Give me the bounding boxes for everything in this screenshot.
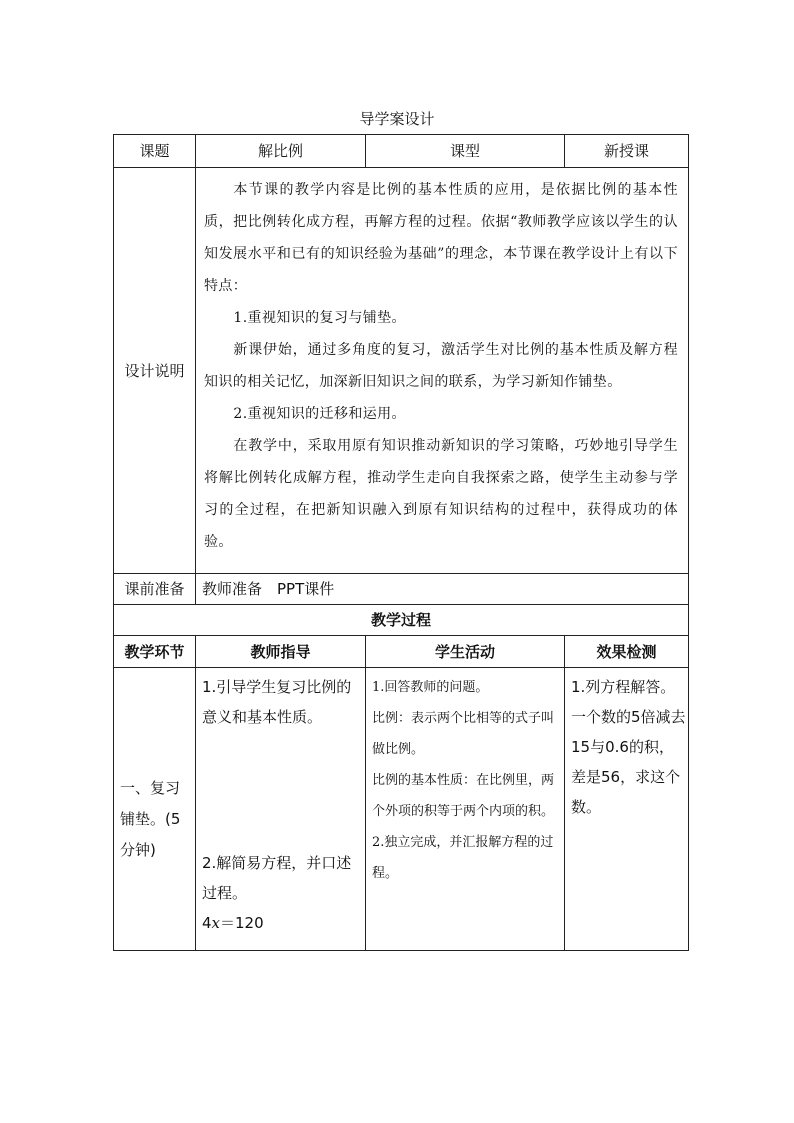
design-paragraph: 本节课的教学内容是比例的基本性质的应用，是依据比例的基本性质，把比例转化成方程，再解方程的过程。依据“教师教学应该以学生的认知发展水平和已有的知识经验为基础”的理念，本节课在教学设计上有以下特点： (204, 182, 678, 294)
subject-label: 课题 (114, 135, 196, 168)
equation-variable: x (211, 914, 221, 932)
design-label: 设计说明 (114, 168, 196, 574)
type-label: 课型 (366, 135, 565, 168)
design-row (114, 168, 689, 574)
process-title: 教学过程 (114, 605, 689, 636)
column-header: 学生活动 (366, 636, 565, 668)
student-step-1: 1.回答教师的问题。 (372, 680, 489, 695)
student-activity-cell (366, 668, 565, 951)
equation-coefficient: 4 (202, 914, 212, 932)
column-header-row (114, 636, 689, 668)
effect-check-cell: 1.列方程解答。一个数的5倍减去15与0.6的积，差是56，求这个数。 (565, 668, 689, 951)
equation-rest: ＝120 (220, 914, 264, 932)
design-paragraph: 在教学中，采取用原有知识推动新知识的学习策略，巧妙地引导学生将解比例转化成解方程，推动学生走向自我探索之路，使学生主动参与学习的全过程，在把新知识融入到原有知识结构的过程中，获得成功的体验。 (204, 438, 678, 550)
design-paragraph: 新课伊始，通过多角度的复习，激活学生对比例的基本性质及解方程知识的相关记忆，加深新旧知识之间的联系，为学习新知作铺垫。 (204, 342, 678, 390)
column-header: 效果检测 (565, 636, 689, 668)
prep-label: 课前准备 (114, 574, 196, 605)
student-step-4: 2.独立完成，并汇报解方程的过程。 (372, 835, 554, 881)
design-paragraph: 1.重视知识的复习与铺垫。 (233, 310, 406, 326)
equation (202, 908, 359, 938)
teacher-step-2: 2.解简易方程，并口述过程。 (202, 854, 352, 902)
spacer (202, 732, 359, 848)
column-header: 教师指导 (196, 636, 366, 668)
lesson-plan-table (113, 134, 689, 951)
student-step-2: 比例：表示两个比相等的式子叫做比例。 (372, 711, 555, 757)
design-paragraph: 2.重视知识的迁移和运用。 (233, 406, 406, 422)
teacher-guidance-cell (196, 668, 366, 951)
prep-row (114, 574, 689, 605)
type-value: 新授课 (565, 135, 689, 168)
student-step-3: 比例的基本性质：在比例里，两个外项的积等于两个内项的积。 (372, 773, 555, 819)
header-row (114, 135, 689, 168)
stage-row (114, 668, 689, 951)
column-header: 教学环节 (114, 636, 196, 668)
subject-value: 解比例 (196, 135, 366, 168)
prep-value: 教师准备 PPT课件 (196, 574, 689, 605)
stage-cell: 一、复习铺垫。(5分钟) (114, 668, 196, 951)
page-title: 导学案设计 (359, 110, 435, 128)
design-description (196, 168, 689, 574)
teacher-step-1: 1.引导学生复习比例的意义和基本性质。 (202, 678, 352, 726)
process-title-row (114, 605, 689, 636)
